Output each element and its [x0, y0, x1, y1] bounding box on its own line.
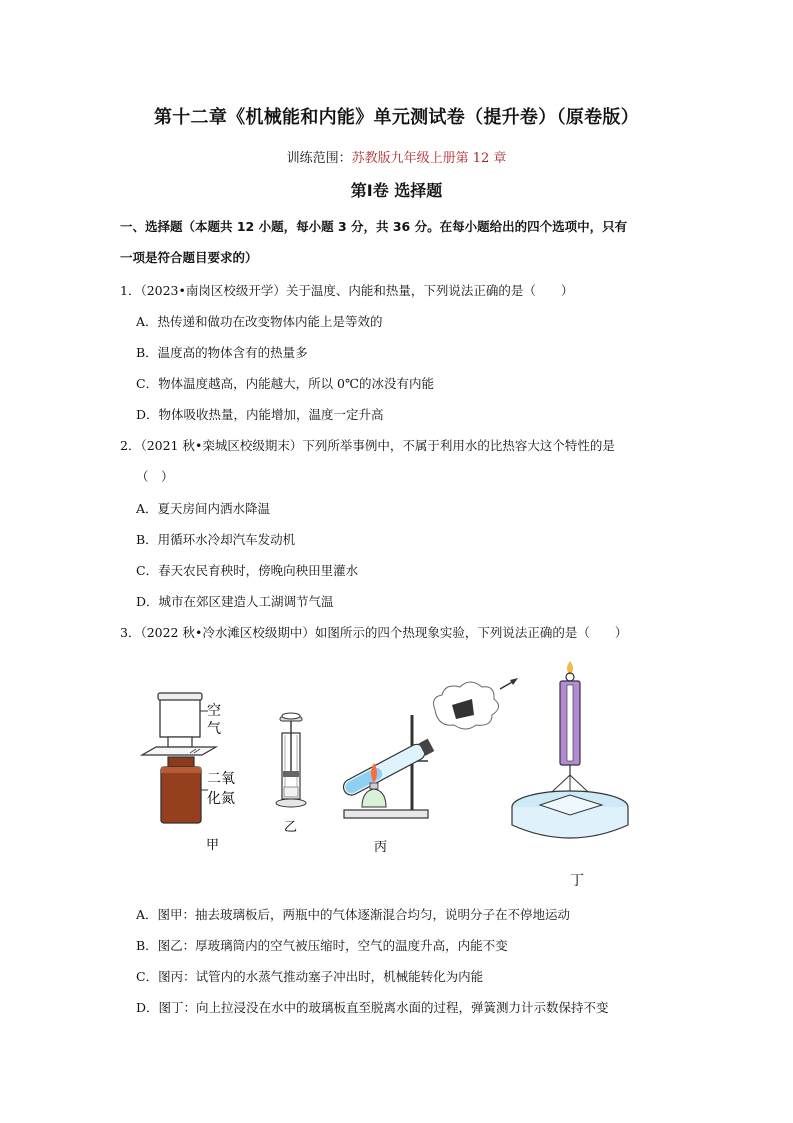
- figure-ding-spring-scale: [512, 661, 628, 838]
- figure-yi-cylinder: [276, 713, 306, 807]
- figure-bing-test-tube: [341, 678, 518, 818]
- air-label-2: 气: [207, 721, 221, 737]
- question-3-stem: 3．（2022 秋•冷水滩区校级期中）如图所示的四个热现象实验，下列说法正确的是（ ）: [120, 625, 628, 640]
- question-2-stem: 2．（2021 秋•栾城区校级期末）下列所举事例中，不属于利用水的比热容大这个特性的是: [120, 438, 615, 453]
- question-2-option-b: B．用循环水冷却汽车发动机: [136, 532, 296, 547]
- instructions-line-2: 一项是符合题目要求的）: [120, 250, 258, 265]
- section-title: 第Ⅰ卷 选择题: [350, 181, 443, 200]
- training-range: [0, 147, 793, 166]
- question-2-option-d: D．城市在郊区建造人工湖调节气温: [136, 594, 334, 609]
- question-1-option-b: B．温度高的物体含有的热量多: [136, 345, 308, 360]
- question-3-option-b: B．图乙：厚玻璃筒内的空气被压缩时，空气的温度升高，内能不变: [136, 938, 508, 953]
- question-2-option-c: C．春天农民育秧时，傍晚向秧田里灌水: [136, 563, 359, 578]
- question-1-stem: 1．（2023•南岗区校级开学）关于温度、内能和热量，下列说法正确的是（ ）: [120, 283, 574, 298]
- experiment-figure: [130, 655, 650, 895]
- question-3-figure: [130, 655, 650, 895]
- question-1-option-d: D．物体吸收热量，内能增加，温度一定升高: [136, 407, 384, 422]
- instructions-line-1: 一、选择题（本题共 12 小题，每小题 3 分，共 36 分。在每小题给出的四个选项中，只有: [120, 219, 628, 234]
- air-label-1: 空: [207, 703, 221, 719]
- question-1-option-a: A．热传递和做功在改变物体内能上是等效的: [136, 314, 383, 329]
- question-2-stem-cont: （ ）: [136, 469, 174, 484]
- question-3-option-a: A．图甲：抽去玻璃板后，两瓶中的气体逐渐混合均匀，说明分子在不停地运动: [136, 907, 571, 922]
- no2-label-1: 二氧: [207, 771, 235, 787]
- question-3-option-c: C．图丙：试管内的水蒸气推动塞子冲出时，机械能转化为内能: [136, 969, 484, 984]
- ding-label: 丁: [570, 873, 584, 889]
- question-2-option-a: A．夏天房间内洒水降温: [136, 501, 271, 516]
- no2-label-2: 化氮: [207, 791, 235, 807]
- document-title: 第十二章《机械能和内能》单元测试卷（提升卷）（原卷版）: [153, 107, 640, 128]
- jia-label: 甲: [206, 838, 220, 853]
- training-range-value: 苏教版九年级上册第 12 章: [351, 151, 507, 166]
- question-3-option-d: D．图丁：向上拉浸没在水中的玻璃板直至脱离水面的过程，弹簧测力计示数保持不变: [136, 1000, 609, 1015]
- yi-label: 乙: [284, 820, 298, 835]
- bing-label: 丙: [374, 840, 388, 855]
- training-range-label: 训练范围：: [286, 151, 352, 166]
- figure-jia-bottles: [142, 693, 216, 823]
- question-1-option-c: C．物体温度越高，内能越大，所以 0℃的冰没有内能: [136, 376, 434, 391]
